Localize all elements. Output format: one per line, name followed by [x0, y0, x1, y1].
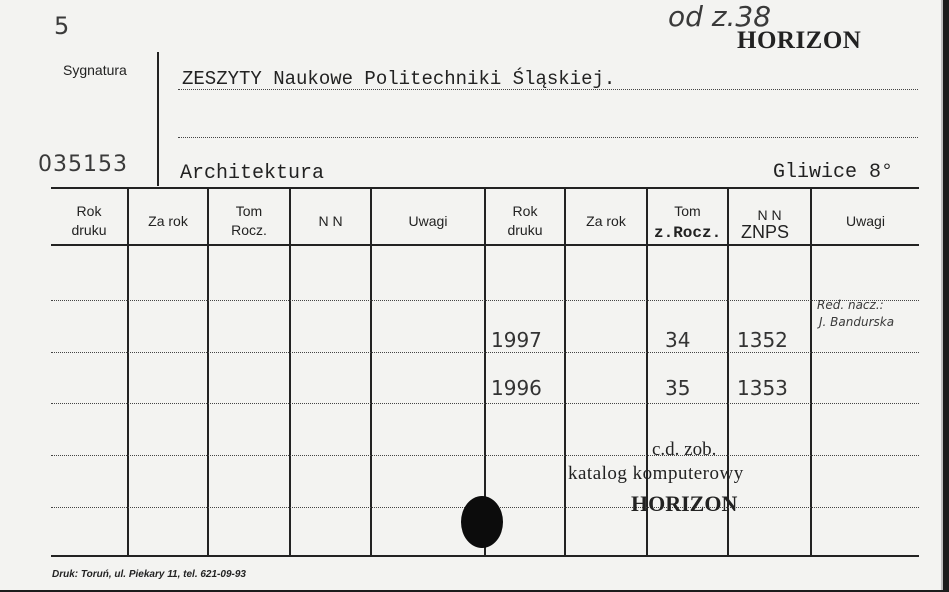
header-overtype-tom: z.Rocz.: [654, 224, 722, 242]
row-1-tom: 34: [665, 328, 691, 352]
editor-note-line2: J. Bandurska: [819, 315, 895, 329]
header-tom-rocz-2: Tom: [674, 203, 701, 219]
signatura-divider: [157, 52, 159, 186]
signatura-label: Sygnatura: [63, 62, 127, 78]
brand-top: HORIZON: [737, 27, 862, 54]
header-uwagi: Uwagi: [408, 212, 448, 229]
header-uwagi-2: Uwagi: [846, 212, 885, 229]
header-za-rok: Za rok: [148, 212, 188, 229]
header-rok-druku-2: Rok druku: [507, 203, 543, 238]
row-2-nn: 1353: [737, 376, 788, 400]
editor-note-line1: Red. nacz.:: [817, 298, 884, 312]
header-nn-2: N N: [757, 207, 782, 223]
title-underline-2: [178, 137, 918, 138]
stamp-line-3: HORIZON: [631, 491, 738, 516]
header-overtype-nn: ZNPS: [741, 222, 790, 242]
row-1-rok: 1997: [491, 328, 542, 352]
row-rule: [51, 455, 919, 456]
table-bottom-rule: [51, 555, 919, 557]
title-line: ZESZYTY Naukowe Politechniki Śląskiej.: [182, 68, 616, 90]
header-tom-rocz: Tom Rocz.: [231, 203, 267, 238]
header-nn: N N: [318, 212, 343, 229]
row-2-tom: 35: [665, 376, 691, 400]
place-format: Gliwice 8°: [773, 161, 894, 184]
row-rule: [51, 403, 919, 404]
header-za-rok-2: Za rok: [586, 212, 626, 229]
row-1-nn: 1352: [737, 328, 788, 352]
row-2-rok: 1996: [491, 376, 542, 400]
row-rule: [51, 352, 919, 353]
series-title: Architektura: [180, 162, 325, 185]
title-underline-1: [178, 89, 918, 90]
header-rok-druku: Rok druku: [71, 203, 107, 238]
stamp-line-2: katalog komputerowy: [568, 463, 744, 484]
top-right-note: od z.38: [668, 0, 772, 33]
page-note: 5: [54, 12, 70, 40]
signatura-number: 035153: [38, 152, 128, 177]
row-rule: [51, 300, 919, 301]
print-footer: Druk: Toruń, ul. Piekary 11, tel. 621-09-93: [52, 569, 246, 580]
stamp-line-1: c.d. zob.: [652, 439, 717, 460]
punch-hole: [461, 496, 503, 548]
